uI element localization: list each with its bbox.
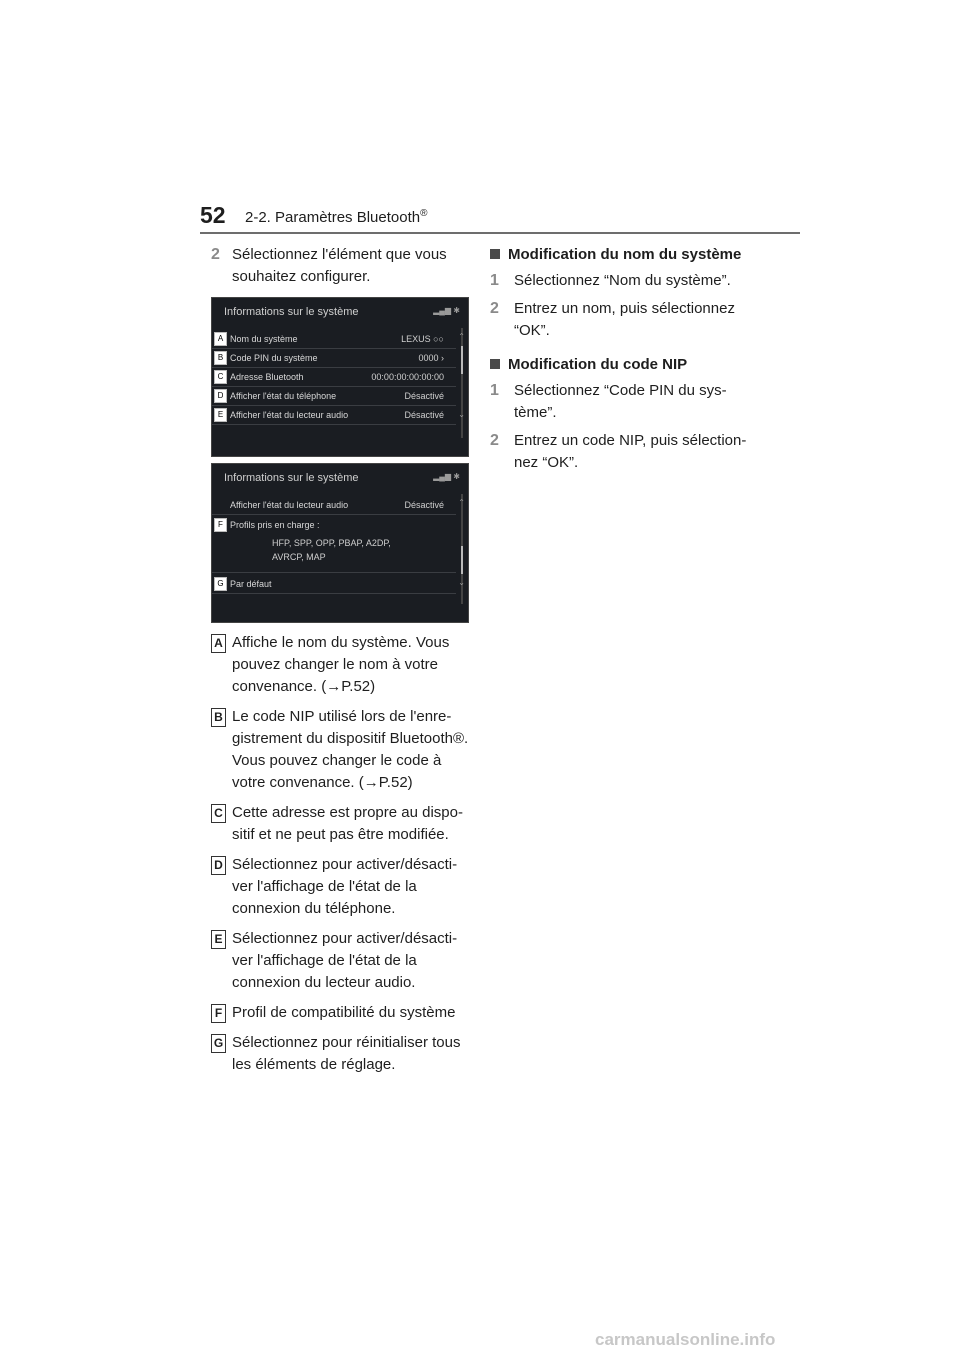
row-label: Afficher l'état du téléphone bbox=[230, 391, 337, 401]
registered-mark: ® bbox=[420, 208, 428, 219]
badge: C bbox=[211, 804, 226, 823]
left-column bbox=[211, 244, 473, 288]
row-value: 0000 › bbox=[418, 353, 444, 363]
scrollbar-thumb[interactable] bbox=[461, 346, 463, 374]
legend-text: Cette adresse est propre au dispo-sitif et ne peut pas être modifiée. bbox=[232, 804, 463, 843]
row-default[interactable] bbox=[212, 575, 456, 594]
legend-text: Sélectionnez pour activer/désacti-ver l'affichage de l'état de la connexion du lecteur audio. bbox=[232, 930, 458, 991]
row-pin-code[interactable] bbox=[212, 349, 456, 368]
heading-text: Modification du nom du système bbox=[508, 246, 742, 263]
profiles-list bbox=[272, 536, 391, 564]
step-2 bbox=[211, 244, 473, 288]
row-phone-status[interactable] bbox=[212, 387, 456, 406]
screenshot-system-info-2 bbox=[211, 463, 469, 623]
badge: D bbox=[211, 856, 226, 875]
step-number: 2 bbox=[490, 300, 499, 317]
chevron-down-icon[interactable]: ⌄ bbox=[458, 578, 465, 587]
page-number: 52 bbox=[200, 202, 226, 228]
badge: G bbox=[211, 1034, 226, 1053]
row-label: Afficher l'état du lecteur audio bbox=[230, 410, 349, 420]
row-label: Par défaut bbox=[230, 579, 272, 589]
right-column bbox=[490, 244, 760, 480]
scrollbar-thumb[interactable] bbox=[461, 546, 463, 574]
signal-bluetooth-icons: ▂▄▆ ✱ bbox=[433, 306, 460, 315]
row-value: Désactivé bbox=[404, 410, 444, 420]
tag-b: B bbox=[214, 351, 227, 365]
row-label: Afficher l'état du lecteur audio bbox=[230, 500, 349, 510]
page-header bbox=[200, 200, 800, 236]
tag-c: C bbox=[214, 370, 227, 384]
row-value: Désactivé bbox=[404, 391, 444, 401]
legend-item-a bbox=[211, 632, 473, 698]
square-bullet-icon bbox=[490, 359, 500, 369]
row-bluetooth-address bbox=[212, 368, 456, 387]
row-label: Nom du système bbox=[230, 334, 298, 344]
step-text: Sélectionnez l'élément que vous souhaitez configurer. bbox=[232, 246, 447, 285]
badge: A bbox=[211, 634, 226, 653]
row-value: LEXUS ○○ bbox=[401, 334, 444, 344]
legend-item-c bbox=[211, 802, 473, 846]
step-text: Sélectionnez “Nom du système”. bbox=[514, 272, 731, 289]
row-label: Code PIN du système bbox=[230, 353, 318, 363]
legend-text: Profil de compatibilité du système bbox=[232, 1004, 456, 1021]
pin-step-2 bbox=[490, 430, 760, 474]
section-title-text: 2-2. Paramètres Bluetooth bbox=[245, 209, 421, 226]
tag-d: D bbox=[214, 389, 227, 403]
step-number: 2 bbox=[490, 432, 499, 449]
signal-bluetooth-icons: ▂▄▆ ✱ bbox=[433, 472, 460, 481]
badge: E bbox=[211, 930, 226, 949]
pin-step-1 bbox=[490, 380, 760, 424]
name-step-2 bbox=[490, 298, 760, 342]
badge: F bbox=[211, 1004, 226, 1023]
row-label: Adresse Bluetooth bbox=[230, 372, 304, 382]
tag-e: E bbox=[214, 408, 227, 422]
tag-a: A bbox=[214, 332, 227, 346]
row-system-name[interactable] bbox=[212, 330, 456, 349]
heading-text: Modification du code NIP bbox=[508, 356, 688, 373]
step-text: Entrez un nom, puis sélectionnez “OK”. bbox=[514, 300, 735, 339]
row-value: Désactivé bbox=[404, 500, 444, 510]
section-title bbox=[245, 208, 427, 226]
profiles-line-2: AVRCP, MAP bbox=[272, 552, 326, 562]
legend-item-d bbox=[211, 854, 473, 920]
legend-item-e bbox=[211, 928, 473, 994]
screen-title: Informations sur le système bbox=[224, 472, 359, 484]
tag-f: F bbox=[214, 518, 227, 532]
row-value: 00:00:00:00:00:00 bbox=[371, 372, 444, 382]
step-text: Sélectionnez “Code PIN du sys-tème”. bbox=[514, 382, 727, 421]
legend-text: Affiche le nom du système. Vous pouvez changer le nom à votre convenance. (→P.52) bbox=[232, 634, 450, 695]
row-label: Profils pris en charge : bbox=[230, 520, 320, 530]
legend-item-b bbox=[211, 706, 473, 794]
square-bullet-icon bbox=[490, 249, 500, 259]
name-step-1 bbox=[490, 270, 760, 292]
chevron-down-icon[interactable]: ⌄ bbox=[458, 410, 465, 419]
legend-text: Sélectionnez pour réinitialiser tous les éléments de réglage. bbox=[232, 1034, 461, 1073]
legend-text: Le code NIP utilisé lors de l'enre-gistrement du dispositif Bluetooth®. Vous pouvez changer le code à votre convenance. (→P.52) bbox=[232, 708, 469, 791]
header-rule bbox=[200, 232, 800, 234]
profiles-line-1: HFP, SPP, OPP, PBAP, A2DP, bbox=[272, 538, 391, 548]
legend-list bbox=[211, 632, 473, 1084]
watermark: carmanualsonline.info bbox=[595, 1330, 776, 1349]
heading-change-pin bbox=[490, 354, 760, 376]
step-number: 1 bbox=[490, 272, 499, 289]
scrollbar-track[interactable] bbox=[461, 328, 463, 438]
step-text: Entrez un code NIP, puis sélection-nez “OK”. bbox=[514, 432, 747, 471]
legend-item-g bbox=[211, 1032, 473, 1076]
row-audio-status[interactable] bbox=[212, 496, 456, 515]
tag-g: G bbox=[214, 577, 227, 591]
chevron-up-icon[interactable]: ⌃ bbox=[458, 332, 465, 341]
step-number: 2 bbox=[211, 246, 220, 263]
legend-text: Sélectionnez pour activer/désacti-ver l'affichage de l'état de la connexion du téléphone. bbox=[232, 856, 458, 917]
screenshot-system-info-1 bbox=[211, 297, 469, 457]
chevron-up-icon[interactable]: ⌃ bbox=[458, 498, 465, 507]
screen-title: Informations sur le système bbox=[224, 306, 359, 318]
badge: B bbox=[211, 708, 226, 727]
step-number: 1 bbox=[490, 382, 499, 399]
legend-item-f bbox=[211, 1002, 473, 1024]
row-audio-status[interactable] bbox=[212, 406, 456, 425]
heading-change-name bbox=[490, 244, 760, 266]
